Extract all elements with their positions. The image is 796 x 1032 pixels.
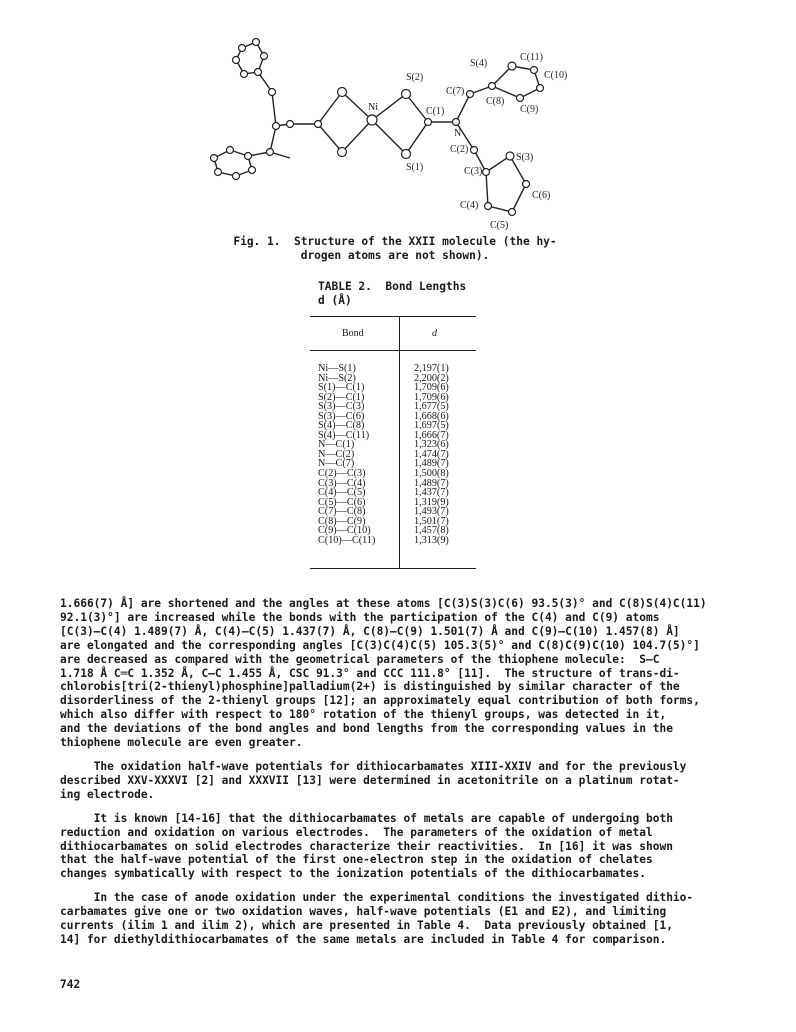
table-header-rule [310, 350, 476, 351]
table-cell-length: 1,313(9) [414, 534, 449, 546]
table-cell-bond: N—C(7) [318, 458, 355, 470]
table-cell-bond: S(1)—C(1) [318, 382, 365, 394]
table-cell-length: 1,709(6) [414, 382, 449, 394]
table-cell-bond: S(3)—C(6) [318, 410, 365, 422]
table-cell-length: 1,489(7) [414, 458, 449, 470]
table-cell-bond: N—C(2) [318, 448, 355, 460]
table-bottom-rule [310, 568, 476, 569]
table-cell-bond: C(8)—C(9) [318, 515, 366, 527]
atom-label-n: N [454, 128, 462, 139]
body-paragraph: 1.666(7) Å] are shortened and the angles at these atoms [C(3)S(3)C(6) 93.5(3)° and C(8)S(4)C(11) 92.1(3)°] are increased while the bonds with the participation of the C(4) and C(9) atoms [C(3)—C(4) 1.489(7) Å, C(4)—C(5) 1.437(7) Å, C(8)—C(9) 1.501(7) Å and C(9)—C(10) 1.457(8) Å] are elongated and the corresponding angles [C(3)C(4)C(5) 105.3(5)° and C(8)C(9)C(10) 104.7(5)°] are decreased as compared with the geometrical parameters of the thiophene molecule: S—C 1.718 Å C═C 1.352 Å, C—C 1.455 Å, CSC 91.3° and CCC 111.8° [11]. The structure of trans-di- chlorobis[tri(2-thienyl)phosphine]palladium(2+) is distinguished by similar character of the disorderliness of the 2-thienyl groups [12]; an approximately equal contribution of both forms, which also differ with respect to 180° rotation of the thienyl groups, was detected in it, and the deviations of the bond angles and bond lengths from the corresponding values in the thiophene molecule are even greater. [60, 597, 707, 750]
table-cell-bond: Ni—S(1) [318, 363, 356, 374]
table-title: TABLE 2. Bond Lengths d (Å) [318, 280, 467, 307]
atom-label-c4: C(4) [460, 200, 479, 211]
table-cell-length: 1,493(7) [414, 506, 449, 518]
atom-label-s1: S(1) [406, 162, 424, 173]
table-cell-length: 1,709(6) [414, 391, 449, 403]
atom-label-s4: S(4) [470, 58, 488, 69]
table-cell-length: 1,474(7) [414, 448, 449, 460]
molecule-figure [200, 28, 580, 238]
molecule-structure-drawing [200, 28, 580, 238]
table-bond-column [318, 364, 375, 545]
table-header-bond: Bond [342, 328, 364, 339]
table-cell-length: 1,319(9) [414, 496, 449, 508]
table-cell-length: 1,668(6) [414, 410, 449, 422]
atom-label-ni: Ni [368, 102, 378, 113]
table-cell-bond: C(2)—C(3) [318, 468, 366, 480]
atom-label-s3: S(3) [516, 152, 534, 163]
atom-label-c7: C(7) [446, 86, 465, 97]
atom-label-s2: S(2) [406, 72, 424, 83]
table-column-divider [399, 316, 400, 568]
table-cell-length: 1,697(5) [414, 420, 449, 432]
table-cell-length: 2,200(2) [414, 372, 449, 384]
atom-label-c6: C(6) [532, 190, 551, 201]
atom-label-c2: C(2) [450, 144, 469, 155]
table-cell-length: 2,197(1) [414, 363, 449, 374]
table-cell-bond: C(5)—C(6) [318, 496, 366, 508]
table-header-d: d [432, 328, 437, 339]
atom-label-c1: C(1) [426, 106, 445, 117]
table-cell-bond: C(10)—C(11) [318, 534, 376, 546]
atom-label-c10: C(10) [544, 70, 568, 81]
table-cell-bond: N—C(1) [318, 439, 355, 451]
atom-label-c8: C(8) [486, 96, 505, 107]
table-cell-bond: S(4)—C(8) [318, 420, 365, 432]
table-cell-bond: Ni—S(2) [318, 372, 356, 384]
atom-label-c9: C(9) [520, 104, 539, 115]
table-cell-length: 1,666(7) [414, 429, 449, 441]
table-cell-bond: S(3)—C(3) [318, 401, 365, 413]
table-cell-length: 1,323(6) [414, 439, 449, 451]
body-paragraph: The oxidation half-wave potentials for dithiocarbamates XIII-XXIV and for the previously described XXV-XXXVI [2] and XXXVII [13] were determined in acetonitrile on a platinum rotat- ing electrode. [60, 759, 687, 801]
atom-label-c5: C(5) [490, 220, 509, 231]
table-cell-length: 1,489(7) [414, 477, 449, 489]
bond-length-table [310, 316, 476, 570]
table-cell-bond: C(3)—C(4) [318, 477, 366, 489]
table-cell-bond: C(9)—C(10) [318, 525, 371, 537]
table-cell-length: 1,500(8) [414, 468, 449, 480]
atom-label-c11: C(11) [520, 52, 543, 63]
table-length-column [414, 364, 449, 545]
body-text [60, 597, 750, 957]
body-paragraph: In the case of anode oxidation under the experimental conditions the investigated dithio- carbamates give one or two oxidation waves, half-wave potentials (E1 and E2), and limiting currents (ilim 1 and ilim 2), which are presented in Table 4. Data previously obtained [1, 14] for diethyldithiocarbamates of the same metals are included in Table 4 for comparison. [60, 891, 694, 946]
table-cell-bond: C(7)—C(8) [318, 506, 366, 518]
table-top-rule [310, 316, 476, 317]
figure-caption: Fig. 1. Structure of the XXII molecule (the hy- drogen atoms are not shown). [233, 235, 557, 262]
table-cell-length: 1,437(7) [414, 487, 449, 499]
body-paragraph: It is known [14-16] that the dithiocarbamates of metals are capable of undergoing both reduction and oxidation on various electrodes. The parameters of the oxidation of metal dithiocarbamates on solid electrodes characterize their reactivities. In [16] it was shown that the half-wave potential of the first one-electron step in the oxidation of chelates changes symbatically with respect to the ionization potentials of the dithiocarbamates. [60, 811, 673, 881]
table-cell-bond: S(2)—C(1) [318, 391, 365, 403]
atom-label-c3: C(3) [464, 166, 483, 177]
page-number: 742 [60, 978, 81, 991]
table-cell-length: 1,457(8) [414, 525, 449, 537]
table-cell-bond: C(4)—C(5) [318, 487, 366, 499]
table-cell-length: 1,501(7) [414, 515, 449, 527]
table-cell-bond: S(4)—C(11) [318, 429, 370, 441]
table-cell-length: 1,677(5) [414, 401, 449, 413]
